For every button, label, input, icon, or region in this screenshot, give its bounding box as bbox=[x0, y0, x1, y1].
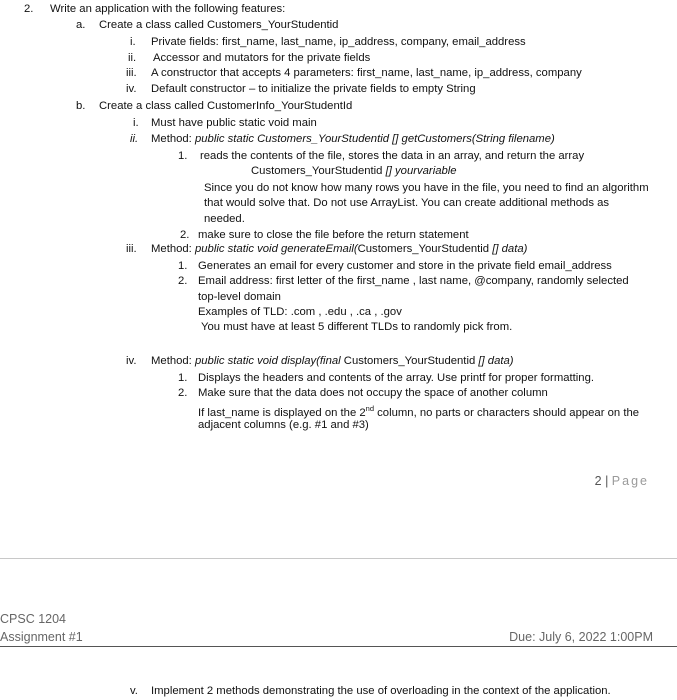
a-item-num: iv. bbox=[126, 83, 137, 95]
step-text: Email address: first letter of the first_name , last name, @company, randomly selected bbox=[198, 275, 629, 287]
item-number: 2. bbox=[24, 3, 34, 15]
step-text: Displays the headers and contents of the array. Use printf for proper formatting. bbox=[198, 372, 595, 384]
a-item-text: Private fields: first_name, last_name, ip_address, company, email_address bbox=[151, 36, 526, 48]
note-line: Since you do not know how many rows you have in the file, you need to find an algorithm bbox=[204, 182, 649, 194]
step-continuation bbox=[251, 164, 457, 178]
method-prefix: Method: bbox=[151, 243, 195, 255]
a-item-text: Default constructor – to initialize the private fields to empty String bbox=[151, 83, 476, 95]
page-sep: | bbox=[601, 474, 612, 488]
page-divider bbox=[0, 558, 677, 559]
method-prefix: Method: bbox=[151, 133, 195, 145]
class-name: Customers_YourStudentid bbox=[357, 243, 493, 255]
method-signature bbox=[151, 354, 514, 368]
section-a-text: Create a class called Customers_YourStudentid bbox=[99, 19, 339, 31]
step-text: Make sure that the data does not occupy the space of another column bbox=[198, 387, 548, 399]
a-item-num: ii. bbox=[128, 52, 137, 64]
due-date: Due: July 6, 2022 1:00PM bbox=[509, 630, 653, 644]
step-num: 1. bbox=[178, 372, 188, 384]
step-text: Generates an email for every customer and store in the private field email_address bbox=[198, 260, 612, 272]
header-underline bbox=[0, 646, 677, 647]
b-item-text: Must have public static void main bbox=[151, 117, 317, 129]
page-number bbox=[595, 474, 649, 488]
step-text: make sure to close the file before the return statement bbox=[198, 229, 469, 241]
method-sig-end: [] data) bbox=[478, 355, 514, 367]
a-item-num: iii. bbox=[126, 67, 137, 79]
item-text: Write an application with the following features: bbox=[50, 3, 286, 15]
section-b-text: Create a class called CustomerInfo_YourStudentId bbox=[99, 100, 353, 112]
step-num: 1. bbox=[178, 150, 188, 162]
assignment-title: Assignment #1 bbox=[0, 630, 83, 644]
b-item-num: ii. bbox=[130, 133, 139, 145]
column-note: adjacent columns (e.g. #1 and #3) bbox=[198, 419, 369, 431]
method-prefix: Method: bbox=[151, 355, 195, 367]
note-part: column, no parts or characters should appear on the bbox=[374, 406, 640, 419]
page-word: Page bbox=[611, 474, 649, 488]
step-num: 2. bbox=[180, 229, 190, 241]
tld-examples: Examples of TLD: .com , .edu , .ca , .gov bbox=[198, 306, 402, 318]
section-b-label: b. bbox=[76, 100, 86, 112]
section-a-label: a. bbox=[76, 19, 86, 31]
a-item-text: Accessor and mutators for the private fields bbox=[153, 52, 371, 64]
step-text: reads the contents of the file, stores the data in an array, and return the array bbox=[200, 150, 585, 162]
step-num: 2. bbox=[178, 275, 188, 287]
tld-requirement: You must have at least 5 different TLDs to randomly pick from. bbox=[201, 321, 513, 333]
note-part: If last_name is displayed on the 2 bbox=[198, 406, 366, 419]
b-item-num: v. bbox=[130, 685, 138, 697]
b-item-num: i. bbox=[133, 117, 139, 129]
method-sig: public static void display(final bbox=[194, 355, 344, 367]
a-item-text: A constructor that accepts 4 parameters: first_name, last_name, ip_address, company bbox=[151, 67, 582, 79]
step-num: 2. bbox=[178, 387, 188, 399]
method-sig: public static void generateEmail( bbox=[194, 243, 358, 255]
page-num: 2 bbox=[594, 474, 602, 488]
step-num: 1. bbox=[178, 260, 188, 272]
course-code: CPSC 1204 bbox=[0, 612, 67, 626]
note-line: needed. bbox=[204, 213, 245, 225]
method-signature bbox=[151, 132, 555, 146]
class-name: Customers_YourStudentid bbox=[343, 355, 479, 367]
note-line: that would solve that. Do not use ArrayList. You can create additional methods as bbox=[204, 197, 610, 209]
a-item-num: i. bbox=[130, 36, 136, 48]
b-item-text: Implement 2 methods demonstrating the use of overloading in the context of the application. bbox=[151, 685, 611, 697]
method-signature bbox=[151, 242, 527, 256]
class-name: Customers_YourStudentid bbox=[251, 165, 386, 177]
b-item-num: iv. bbox=[126, 355, 137, 367]
method-sig: public static Customers_YourStudentid [] getCustomers(String filename) bbox=[194, 133, 555, 145]
superscript: nd bbox=[365, 404, 375, 413]
method-sig-end: [] data) bbox=[492, 243, 528, 255]
step-continuation: top-level domain bbox=[198, 291, 281, 303]
variable-name: [] yourvariable bbox=[385, 165, 457, 177]
b-item-num: iii. bbox=[126, 243, 137, 255]
